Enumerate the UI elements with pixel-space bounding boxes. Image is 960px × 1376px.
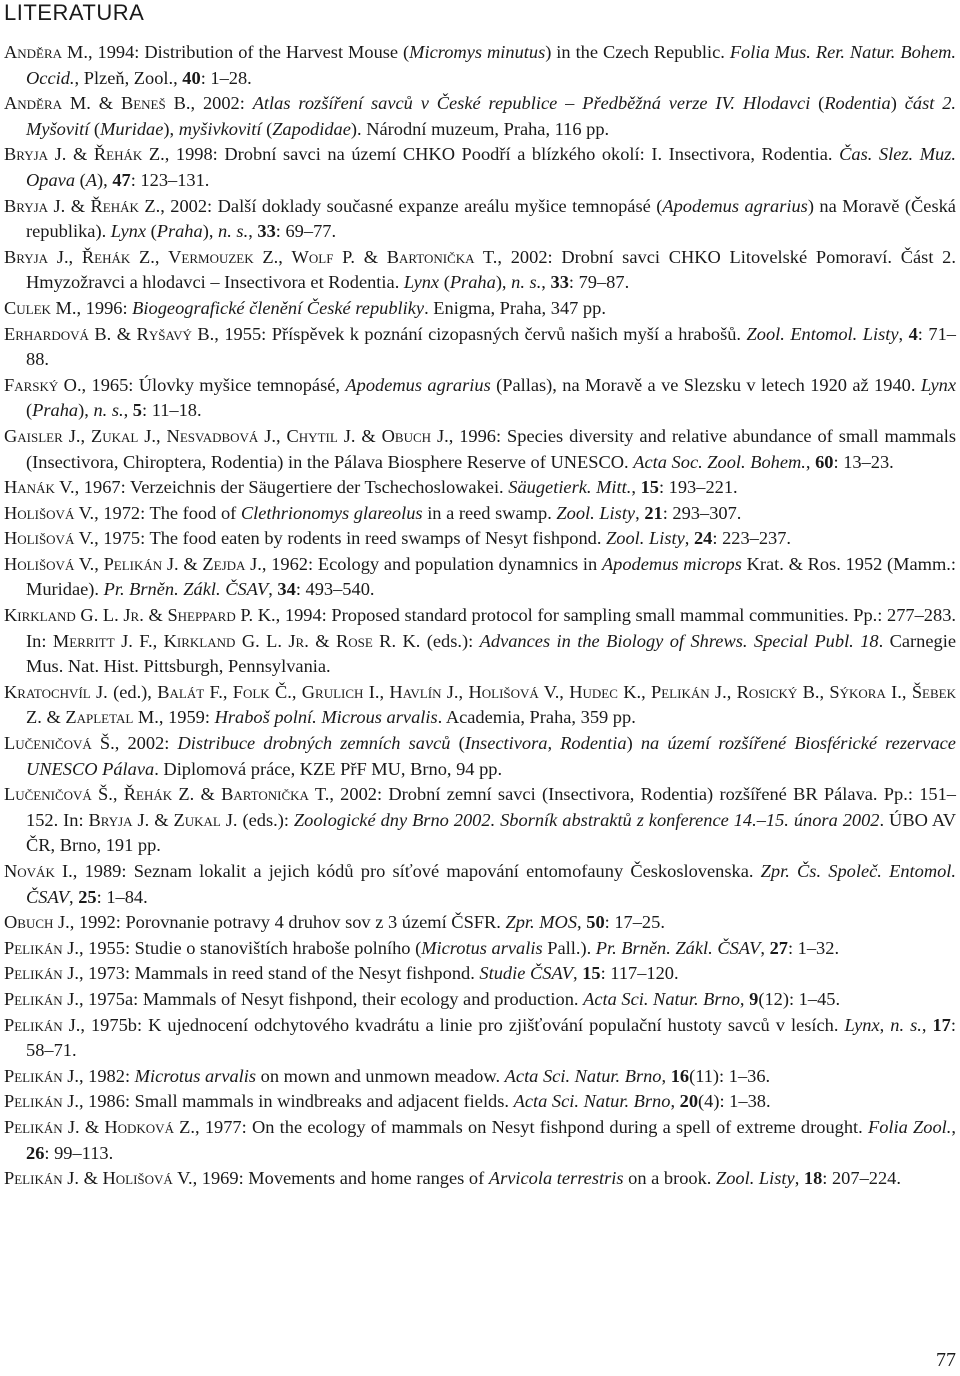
reference-entry	[4, 373, 956, 424]
italic-text: Muridae	[100, 118, 164, 139]
volume-number: 4	[908, 323, 918, 344]
reference-text: (11): 1–36.	[689, 1065, 771, 1086]
author-name: Řehák Z.	[90, 195, 161, 216]
reference-text: &	[65, 195, 91, 216]
reference-text: ,	[641, 681, 652, 702]
reference-text: ,	[80, 425, 91, 446]
italic-text: Zpr. MOS	[505, 912, 578, 933]
italic-text: Acta Sci. Natur. Brno	[513, 1091, 671, 1112]
italic-text: Zapodidae	[272, 118, 351, 139]
author-name: Bartonička T.	[221, 784, 330, 805]
reference-text: ,	[278, 246, 292, 267]
reference-text: , 1998: Drobní savci na území CHKO Poodří a blízkého okolí: I. Insectivora, Rodentia.	[164, 144, 840, 165]
italic-text: Pr. Brněn. Zákl. ČSAV	[595, 937, 761, 958]
reference-text: &	[111, 323, 137, 344]
reference-text: &	[308, 630, 336, 651]
italic-text: n. s.	[93, 400, 124, 421]
reference-text: ,	[951, 1116, 956, 1137]
reference-text: ,	[819, 681, 830, 702]
reference-text: ,	[879, 1014, 891, 1035]
italic-text: n. s.	[218, 221, 249, 242]
reference-text: ,	[921, 1014, 933, 1035]
page-number: 77	[936, 1349, 956, 1371]
volume-number: 20	[679, 1091, 699, 1112]
author-name: Kirkland G. L. Jr.	[163, 630, 309, 651]
reference-text: ,	[268, 579, 278, 600]
author-name: Gaisler J.	[4, 425, 81, 446]
italic-text: Lynx	[844, 1014, 880, 1035]
reference-text: ,	[379, 681, 390, 702]
reference-text: ,	[760, 937, 770, 958]
reference-text: : 493–540.	[295, 579, 375, 600]
reference-text: (	[439, 272, 450, 293]
author-name: Holišová V.	[468, 681, 560, 702]
author-name: Bryja J.	[88, 809, 150, 830]
volume-number: 15	[640, 477, 659, 498]
author-name: Wolf P.	[291, 246, 355, 267]
reference-entry	[4, 526, 956, 552]
italic-text: Clethrionomys glareolus	[240, 502, 423, 523]
reference-text: , 1982:	[78, 1065, 135, 1086]
reference-text: . Carnegie Mus. Nat. Hist. Pittsburgh, Pennsylvania.	[26, 630, 956, 677]
reference-text: ,	[684, 528, 694, 549]
reference-entry	[4, 552, 956, 603]
author-name: Řehák Z.	[93, 144, 165, 165]
reference-text: , 1969: Movements and home ranges of	[192, 1168, 489, 1189]
reference-text: : 117–120.	[600, 963, 679, 984]
reference-text: ,	[635, 502, 645, 523]
reference-text: ,	[577, 912, 587, 933]
volume-number: 26	[26, 1142, 45, 1163]
reference-text: , 1996:	[76, 297, 133, 318]
author-name: Beneš B.	[120, 93, 191, 114]
reference-text: (12): 1–45.	[758, 988, 841, 1009]
italic-text: Apodemus agrarius	[345, 374, 491, 395]
section-heading: LITERATURA	[4, 0, 145, 25]
author-name: Kirkland G. L. Jr.	[4, 605, 144, 626]
author-name: Havlín J.	[389, 681, 459, 702]
reference-text: ,	[559, 681, 570, 702]
italic-text: Praha	[32, 400, 79, 421]
reference-text: &	[79, 1116, 105, 1137]
author-name: Hanák V.	[4, 477, 75, 498]
italic-text: Zool. Entomol. Listy	[746, 323, 899, 344]
volume-number: 33	[257, 221, 276, 242]
reference-text: ,	[739, 988, 750, 1009]
reference-entry	[4, 194, 956, 245]
reference-entry	[4, 603, 956, 680]
reference-entry	[4, 142, 956, 193]
reference-text: &	[149, 809, 174, 830]
volume-number: 15	[582, 963, 601, 984]
author-name: Pelikán J.	[4, 1116, 80, 1137]
italic-text: Acta Sci. Natur. Brno	[583, 988, 740, 1009]
reference-entry	[4, 1089, 956, 1115]
author-name: Balát F.	[157, 681, 223, 702]
italic-text: Apodemus agrarius	[662, 195, 808, 216]
volume-number: 9	[749, 988, 759, 1009]
italic-text: Lynx	[110, 221, 146, 242]
author-name: Bryja J.	[4, 144, 67, 165]
reference-text: : 58–71.	[26, 1014, 956, 1061]
reference-text: (4): 1–38.	[698, 1091, 771, 1112]
author-name: Holišová V.	[4, 528, 95, 549]
italic-text: Praha	[156, 221, 203, 242]
reference-text: . Academia, Praha, 359 pp.	[437, 707, 636, 728]
author-name: Erhardová B.	[4, 323, 112, 344]
author-name: Novák I.	[4, 861, 73, 881]
reference-text: , 1994: Distribution of the Harvest Mouse (	[87, 42, 410, 62]
author-name: Zukal J.	[173, 809, 238, 830]
reference-entry	[4, 1064, 956, 1090]
italic-text: Acta Sci. Natur. Brno	[504, 1065, 662, 1086]
reference-text: ),	[202, 221, 219, 242]
reference-entry	[4, 245, 956, 296]
reference-text: , Plzeň, Zool.,	[74, 67, 183, 88]
reference-text: )	[890, 93, 905, 114]
reference-text: : 207–224.	[822, 1168, 901, 1189]
author-name: Culek M.	[4, 297, 77, 318]
reference-text: . ÚBO AV ČR, Brno, 191 pp.	[26, 809, 957, 856]
italic-text: myšivkovití	[178, 118, 262, 139]
reference-text: on a brook.	[623, 1168, 716, 1189]
reference-text: ),	[495, 272, 512, 293]
reference-text: ). Národní muzeum, Praha, 116 pp.	[350, 118, 610, 139]
volume-number: 47	[112, 169, 131, 190]
author-name: Sheppard P. K.	[167, 605, 276, 626]
reference-text: , 1965: Úlovky myšice temnopásé,	[81, 374, 346, 395]
author-name: Pelikán J.	[103, 553, 179, 574]
italic-text: Pr. Brněn. Zákl. ČSAV	[103, 579, 269, 600]
author-name: Řehák Z.	[81, 246, 155, 267]
reference-entry	[4, 987, 956, 1013]
reference-text: (	[261, 118, 273, 139]
reference-entry	[4, 475, 956, 501]
author-name: Pelikán J.	[4, 988, 79, 1009]
reference-text: ,	[152, 630, 164, 651]
reference-entry	[4, 1115, 956, 1166]
author-name: Bryja J.	[4, 246, 69, 267]
reference-text: ) in the Czech Republic.	[545, 42, 730, 62]
reference-text: : 17–25.	[604, 912, 665, 933]
reference-text: ,	[222, 681, 233, 702]
author-name: Obuch J.	[381, 425, 449, 446]
italic-text: Insectivora, Rodentia	[464, 733, 627, 754]
reference-text: , 2002:	[114, 733, 178, 754]
author-name: Hodková Z.	[104, 1116, 196, 1137]
volume-number: 21	[644, 502, 663, 523]
reference-text: : 223–237.	[712, 528, 792, 549]
reference-text: ,	[458, 681, 469, 702]
author-name: Holišová V.	[4, 502, 95, 523]
author-name: Farský O.	[4, 374, 82, 395]
reference-text: , 2002:	[190, 93, 253, 114]
volume-number: 27	[769, 937, 788, 958]
reference-text: (	[75, 169, 86, 190]
reference-text: &	[355, 425, 382, 446]
author-name: Anděra M.	[4, 42, 88, 62]
reference-text: ,	[794, 1168, 804, 1189]
reference-text: (eds.):	[237, 809, 294, 830]
italic-text: Studie ČSAV	[479, 963, 573, 984]
reference-text: ,	[541, 272, 551, 293]
reference-text: ,	[726, 681, 737, 702]
author-name: Lučeničová Š.	[4, 733, 115, 754]
author-name: Anděra M.	[4, 93, 91, 114]
reference-entry	[4, 296, 956, 322]
reference-text: &	[194, 784, 222, 805]
volume-number: 50	[586, 912, 605, 933]
reference-text: (	[450, 733, 465, 754]
reference-text: , 1975a: Mammals of Nesyt fishpond, their ecology and production.	[78, 988, 584, 1009]
italic-text: Zool. Listy	[715, 1168, 795, 1189]
reference-entry	[4, 91, 956, 142]
reference-text: ,	[901, 681, 912, 702]
reference-list	[4, 40, 956, 1192]
author-name: Vermouzek Z.	[168, 246, 279, 267]
reference-text: ),	[97, 169, 113, 190]
italic-text: Zool. Listy	[606, 528, 685, 549]
reference-text: . Enigma, Praha, 347 pp.	[424, 297, 606, 318]
italic-text: Lynx	[403, 272, 440, 293]
reference-text: on mown and unmown meadow.	[256, 1065, 505, 1086]
reference-text: , 1986: Small mammals in windbreaks and adjacent fields.	[78, 1091, 514, 1112]
author-name: Pelikán J.	[651, 681, 727, 702]
italic-text: Arvicola terrestris	[488, 1168, 624, 1189]
reference-text: , 1992: Porovnanie potravy 4 druhov sov z 3 území ČSFR.	[69, 912, 506, 933]
reference-entry	[4, 680, 956, 731]
reference-entry	[4, 731, 956, 782]
reference-text: : 11–18.	[142, 400, 202, 421]
italic-text: Folia Mus. Rer. Natur. Bohem. Occid.	[26, 42, 957, 88]
reference-text: : 193–221.	[658, 477, 738, 498]
italic-text: A	[85, 169, 97, 190]
author-name: Chytil J.	[286, 425, 356, 446]
italic-text: Folia Zool.	[867, 1116, 952, 1137]
reference-text: , 1955: Studie o stanovištích hraboše polního (	[78, 937, 422, 958]
author-name: Bartonička T.	[386, 246, 498, 267]
reference-text: ,	[631, 477, 641, 498]
volume-number: 60	[815, 451, 834, 472]
reference-text: &	[354, 246, 387, 267]
reference-text: : 1–28.	[200, 67, 252, 88]
italic-text: Čas. Slez. Muz. Opava	[26, 144, 957, 190]
italic-text: n. s.	[890, 1014, 922, 1035]
italic-text: Apodemus microps	[601, 553, 742, 574]
italic-text: na území rozšířené Biosférické rezervace UNESCO Pálava	[26, 733, 956, 779]
reference-entry	[4, 910, 956, 936]
italic-text: Atlas rozšíření savců v České republice – Předběžná verze IV. Hlodavci	[252, 93, 811, 114]
reference-text: ,	[670, 1091, 680, 1112]
reference-text: (	[810, 93, 825, 114]
reference-text: ,	[112, 784, 124, 805]
reference-text: . Diplomová práce, KZE PřF MU, Brno, 94 pp.	[154, 758, 503, 779]
reference-text: (eds.):	[420, 630, 480, 651]
volume-number: 40	[182, 67, 201, 88]
author-name: Zapletal M.	[65, 707, 159, 728]
reference-text: , 1989: Seznam lokalit a jejich kódů pro síťové mapování entomofauny Československa.	[72, 861, 761, 881]
reference-text: : 13–23.	[833, 451, 894, 472]
volume-number: 18	[803, 1168, 823, 1189]
italic-text: Advances in the Biology of Shrews. Special Publ. 18	[479, 630, 879, 651]
volume-number: 17	[932, 1014, 951, 1035]
author-name: Lučeničová Š.	[4, 784, 113, 805]
reference-text: (Pallas), na Moravě a ve Slezsku v letech 1920 až 1940.	[490, 374, 921, 395]
reference-entry	[4, 859, 956, 910]
italic-text: Zool. Listy	[556, 502, 636, 523]
reference-text: ,	[68, 246, 82, 267]
reference-text: , 1996: Species diversity and relative abundance of small mammals (Insectivora, Chiroptera, Rodentia) in the Pálava Biosphere Reserve of UNESCO.	[26, 425, 956, 472]
reference-text: , 1955: Příspěvek k poznání cizopasných červů našich myší a hrabošů.	[214, 323, 747, 344]
author-name: Kratochvíl J.	[4, 681, 108, 702]
italic-text: Rodentia	[824, 93, 891, 114]
reference-text: , 1967: Verzeichnis der Säugertiere der Tschechoslowakei.	[74, 477, 509, 498]
author-name: Pelikán J.	[4, 937, 79, 958]
reference-text: , 1962: Ecology and population dynamnics in	[261, 553, 602, 574]
reference-text: , 1975: The food eaten by rodents in reed swamps of Nesyt fishpond.	[94, 528, 607, 549]
italic-text: Zoologické dny Brno 2002. Sborník abstraktů z konference 14.–15. února 2002	[293, 809, 880, 830]
reference-entry	[4, 322, 956, 373]
reference-text: ) na Moravě (Česká republika).	[26, 195, 956, 242]
reference-text: , 1973: Mammals in reed stand of the Nesyt fishpond.	[78, 963, 480, 984]
reference-text: &	[178, 553, 203, 574]
reference-text: , 1959:	[158, 707, 215, 728]
reference-text: ,	[276, 425, 287, 446]
reference-entry	[4, 424, 956, 475]
reference-text: : 79–87.	[568, 272, 630, 293]
reference-entry	[4, 501, 956, 527]
volume-number: 24	[693, 528, 713, 549]
reference-text: , 1977: On the ecology of mammals on Nesyt fishpond during a spell of extreme drought.	[195, 1116, 868, 1137]
reference-text: : 123–131.	[130, 169, 210, 190]
volume-number: 34	[277, 579, 296, 600]
italic-text: Praha	[449, 272, 496, 293]
reference-text: ),	[78, 400, 94, 421]
volume-number: 5	[132, 400, 142, 421]
reference-text: , 2002: Další doklady současné expanze areálu myšice temnopásé (	[160, 195, 663, 216]
reference-text: &	[66, 144, 94, 165]
reference-entry	[4, 961, 956, 987]
reference-entry	[4, 782, 956, 859]
reference-text: : 99–113.	[44, 1142, 114, 1163]
reference-text: in a reed swamp.	[422, 502, 557, 523]
reference-text: , 1972: The food of	[94, 502, 241, 523]
reference-text: &	[90, 93, 121, 114]
italic-text: Hraboš polní. Microus arvalis	[214, 707, 438, 728]
reference-text: , 2002: Drobní zemní savci (Insectivora, Rodentia) rozšířené BR Pálava. Pp.: 151–152. In:	[26, 784, 956, 830]
author-name: Holišová V.	[4, 553, 95, 574]
author-name: Obuch J.	[4, 912, 70, 933]
reference-text: ,	[573, 963, 583, 984]
italic-text: část 2. Myšovití	[26, 93, 957, 139]
reference-text: (	[89, 118, 101, 139]
author-name: Zejda J.	[202, 553, 262, 574]
reference-text: : 1–84.	[96, 886, 148, 907]
reference-entry	[4, 936, 956, 962]
italic-text: Microtus arvalis	[421, 937, 543, 958]
reference-text: ,	[291, 681, 302, 702]
reference-text: (	[26, 400, 33, 421]
reference-text: ,	[94, 553, 104, 574]
reference-text: ,	[154, 246, 169, 267]
reference-text: ),	[163, 118, 179, 139]
author-name: Šebek Z.	[26, 681, 956, 728]
author-name: Rose R. K.	[335, 630, 421, 651]
italic-text: n. s.	[511, 272, 542, 293]
italic-text: Acta Soc. Zool. Bohem.	[633, 451, 806, 472]
reference-text: &	[143, 605, 168, 626]
reference-entry	[4, 1013, 956, 1064]
italic-text: Micromys minutus	[409, 42, 546, 62]
reference-text: ,	[661, 1065, 671, 1086]
reference-text: : 293–307.	[662, 502, 742, 523]
reference-text: ,	[156, 425, 167, 446]
author-name: Pelikán J.	[4, 963, 79, 984]
italic-text: Distribuce drobných zemních savců	[177, 733, 451, 754]
italic-text: Microtus arvalis	[134, 1065, 257, 1086]
reference-text: Krat. & Ros. 1952 (Mamm.: Muridae).	[26, 553, 956, 600]
reference-text: ,	[898, 323, 909, 344]
author-name: Ryšavý B.	[136, 323, 215, 344]
reference-entry	[4, 1166, 956, 1192]
reference-text: : 69–77.	[275, 221, 337, 242]
author-name: Merritt J. F.	[52, 630, 153, 651]
author-name: Grulich I.	[301, 681, 380, 702]
reference-text: , 1994: Proposed standard protocol for sampling small mammal communities. Pp.: 277–283. In:	[26, 605, 956, 651]
italic-text: Zpr. Čs. Společ. Entomol. ČSAV	[26, 861, 957, 907]
italic-text: Säugetierk. Mitt.	[508, 477, 632, 498]
volume-number: 33	[550, 272, 569, 293]
author-name: Pelikán J.	[4, 1014, 81, 1035]
author-name: Rosický B.	[736, 681, 820, 702]
author-name: Holišová V.	[102, 1168, 193, 1189]
reference-text: ,	[69, 886, 79, 907]
volume-number: 25	[78, 886, 97, 907]
volume-number: 16	[670, 1065, 690, 1086]
reference-text: ,	[805, 451, 816, 472]
author-name: Pelikán J.	[4, 1168, 79, 1189]
author-name: Řehák Z.	[123, 784, 195, 805]
reference-text: ,	[248, 221, 258, 242]
author-name: Pelikán J.	[4, 1091, 79, 1112]
italic-text: Lynx	[920, 374, 957, 395]
italic-text: Biogeografické členění České republiky	[132, 297, 425, 318]
author-name: Folk Č.	[232, 681, 292, 702]
reference-text: (	[145, 221, 157, 242]
reference-text: &	[78, 1168, 103, 1189]
author-name: Nesvadbová J.	[166, 425, 276, 446]
author-name: Zukal J.	[91, 425, 157, 446]
reference-text: : 71–88.	[26, 323, 956, 370]
author-name: Hudec K.	[569, 681, 642, 702]
reference-text: &	[41, 707, 66, 728]
reference-text: , 1975b: K ujednocení odchytového kvadrátu a linie pro zjišťování populační hustoty savců v lesích.	[80, 1014, 845, 1035]
author-name: Bryja J.	[4, 195, 66, 216]
reference-text: ,	[123, 400, 133, 421]
author-name: Pelikán J.	[4, 1065, 79, 1086]
reference-text: , 2002: Drobní savci CHKO Litovelské Pomoraví. Část 2. Hmyzožravci a hlodavci – Insectivora et Rodentia.	[26, 246, 956, 293]
reference-text: )	[626, 733, 641, 754]
reference-entry	[4, 40, 956, 91]
reference-text: : 1–32.	[787, 937, 840, 958]
reference-text: (ed.),	[107, 681, 158, 702]
reference-text: Pall.).	[542, 937, 596, 958]
author-name: Sýkora I.	[829, 681, 902, 702]
